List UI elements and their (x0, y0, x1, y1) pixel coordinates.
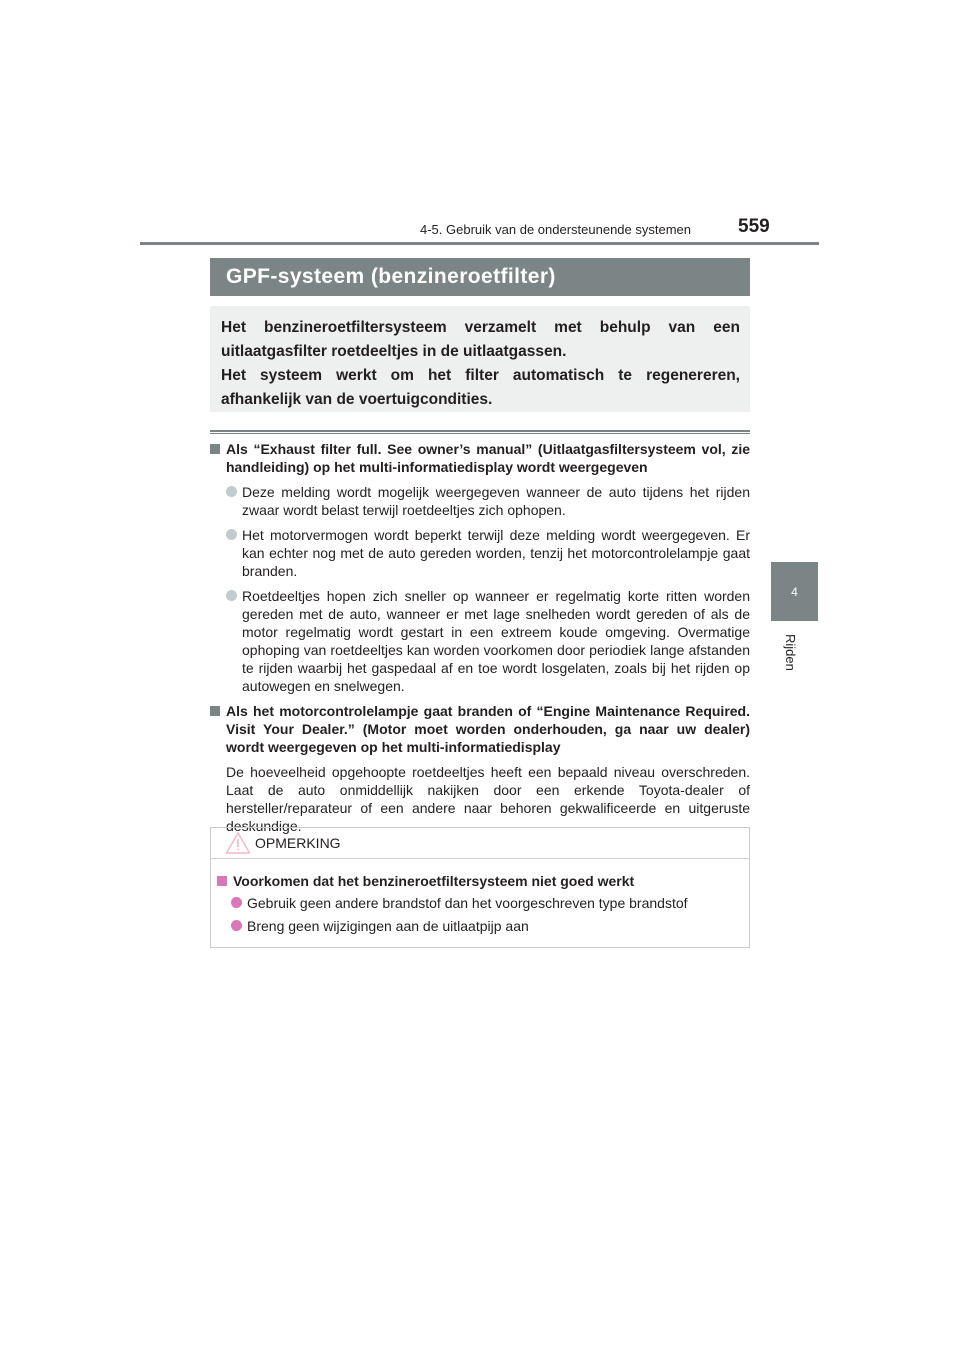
list-item-text: Gebruik geen andere brandstof dan het voorgeschreven type brandstof (247, 895, 688, 911)
subsection-heading-text: Als het motorcontrolelampje gaat branden of “Engine Maintenance Required. Visit Your Dealer.” (Motor moet worden onderhouden, ga naar uw dealer) wordt weergegeven op het multi-informatiedisplay (226, 703, 750, 755)
subsection-heading (210, 440, 750, 476)
list-item (226, 587, 750, 695)
chapter-label: Rijden (783, 634, 798, 671)
round-bullet-icon (226, 590, 237, 601)
round-bullet-icon (231, 920, 242, 931)
body-paragraph: De hoeveelheid opgehoopte roetdeeltjes heeft een bepaald niveau overschreden. Laat de auto onmiddellijk nakijken door een erkende Toyota-dealer of hersteller/reparateur of een andere naar behoren gekwalificeerde en uitgeruste deskundige. (226, 764, 750, 834)
notice-box (210, 827, 750, 948)
section-banner (210, 258, 750, 296)
notice-title: OPMERKING (255, 835, 341, 851)
header-rule (140, 242, 819, 245)
subsection-heading-text: Als “Exhaust filter full. See owner’s manual” (Uitlaatgasfiltersysteem vol, zie handleiding) op het multi-informatiedisplay wordt weergegeven (226, 441, 750, 475)
list-item-text: Breng geen wijzigingen aan de uitlaatpijp aan (247, 918, 529, 934)
notice-heading-text: Voorkomen dat het benzineroetfiltersysteem niet goed werkt (233, 873, 635, 889)
section-divider (210, 430, 750, 434)
warning-triangle-icon (225, 831, 251, 855)
intro-line: Het benzineroetfiltersysteem verzamelt met behulp van een uitlaatgasfilter roetdeeltjes in de uitlaatgassen. (221, 319, 740, 360)
list-item-text: Deze melding wordt mogelijk weergegeven wanneer de auto tijdens het rijden zwaar wordt belast terwijl roetdeeltjes zich ophopen. (242, 484, 750, 518)
list-item-text: Roetdeeltjes hopen zich sneller op wanneer er regelmatig korte ritten worden gereden met de auto, wanneer er met lage snelheden wordt gereden of als de motor regelmatig wordt gestart in een extreem koude omgeving. Overmatige ophoping van roetdeeltjes kan worden voorkomen door periodiek lange afstanden te rijden waarbij het gaspedaal af en toe wordt losgelaten, zoals bij het rijden op autowegen en snelwegen. (242, 588, 750, 694)
subsection-heading (210, 702, 750, 756)
round-bullet-icon (231, 897, 242, 908)
list-item (231, 894, 743, 912)
notice-body (211, 859, 749, 935)
notice-heading (217, 872, 743, 890)
chapter-number: 4 (791, 584, 798, 599)
intro-box (210, 306, 750, 412)
page-number: 559 (738, 216, 770, 237)
list-item (226, 526, 750, 580)
chapter-section-title: 4-5. Gebruik van de ondersteunende systemen (420, 222, 692, 237)
square-bullet-icon (210, 706, 220, 716)
square-bullet-icon (210, 444, 220, 454)
main-content (210, 440, 750, 842)
notice-header (211, 828, 749, 859)
round-bullet-icon (226, 486, 237, 497)
list-item (226, 483, 750, 519)
list-item-text: Het motorvermogen wordt beperkt terwijl deze melding wordt weergegeven. Er kan echter nog met de auto gereden worden, tenzij het motorcontrolelampje gaat branden. (242, 527, 750, 579)
chapter-tab (771, 562, 818, 621)
list-item (231, 917, 743, 935)
round-bullet-icon (226, 529, 237, 540)
intro-line: Het systeem werkt om het filter automatisch te regenereren, afhankelijk van de voertuigcondities. (221, 367, 740, 408)
section-title: GPF-systeem (benzineroetfilter) (226, 265, 556, 288)
square-bullet-icon (217, 876, 227, 886)
